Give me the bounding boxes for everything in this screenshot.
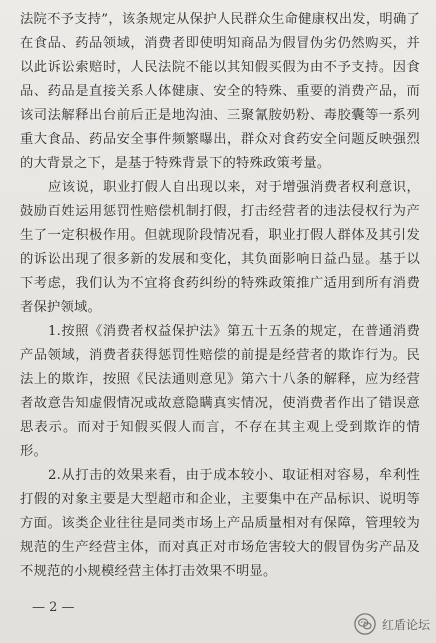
wechat-icon: [354, 613, 376, 635]
paragraph: 1.按照《消费者权益保护法》第五十五条的规定，在普通消费产品领域，消费者获得惩罚性赔偿的前提是经营者的欺诈行为。民法上的欺诈，按照《民法通则意见》第六十八条的解释，应为经营者故意告知虚假情况或故意隐瞒真实情况，使消费者作出了错误意思表示。而对于知假买假人而言，不存在其主观上受到欺诈的情形。: [20, 324, 420, 459]
watermark-label: 红盾论坛: [381, 617, 430, 632]
paragraph: 法院不予支持”，该条规定从保护人民群众生命健康权出发，明确了在食品、药品领域，消费者即使明知商品为假冒伪劣仍然购买，并以此诉讼索赔时，人民法院不能以其知假买假为由不予支持。因食品、药品是直接关系人体健康、安全的特殊、重要的消费产品，而该司法解释出台前后正是地沟油、三聚氰胺奶粉、毒胶囊等一系列重大食品、药品安全事件频繁曝出，群众对食药安全问题反映强烈的大背景之下，是基于特殊背景下的特殊政策考量。: [20, 12, 420, 171]
paragraph: 应该说，职业打假人自出现以来，对于增强消费者权利意识，鼓励百姓运用惩罚性赔偿机制打假，打击经营者的违法侵权行为产生了一定积极作用。但就现阶段情况看，职业打假人群体及其引发的诉讼出现了很多新的发展和变化，其负面影响日益凸显。基于以下考虑，我们认为不宜将食药纠纷的特殊政策推广适用到所有消费者保护领域。: [20, 180, 420, 315]
watermark: [354, 613, 430, 635]
paragraph: 2.从打击的效果来看，由于成本较小、取证相对容易，牟利性打假的对象主要是大型超市和企业，主要集中在产品标识、说明等方面。该类企业往往是同类市场上产品质量相对有保障，管理较为规范的生产经营主体，而对真正对市场危害较大的假冒伪劣产品及不规范的小规模经营主体打击效果不明显。: [20, 468, 420, 579]
page-number: — 2 —: [32, 600, 75, 615]
document-body: [20, 8, 420, 584]
